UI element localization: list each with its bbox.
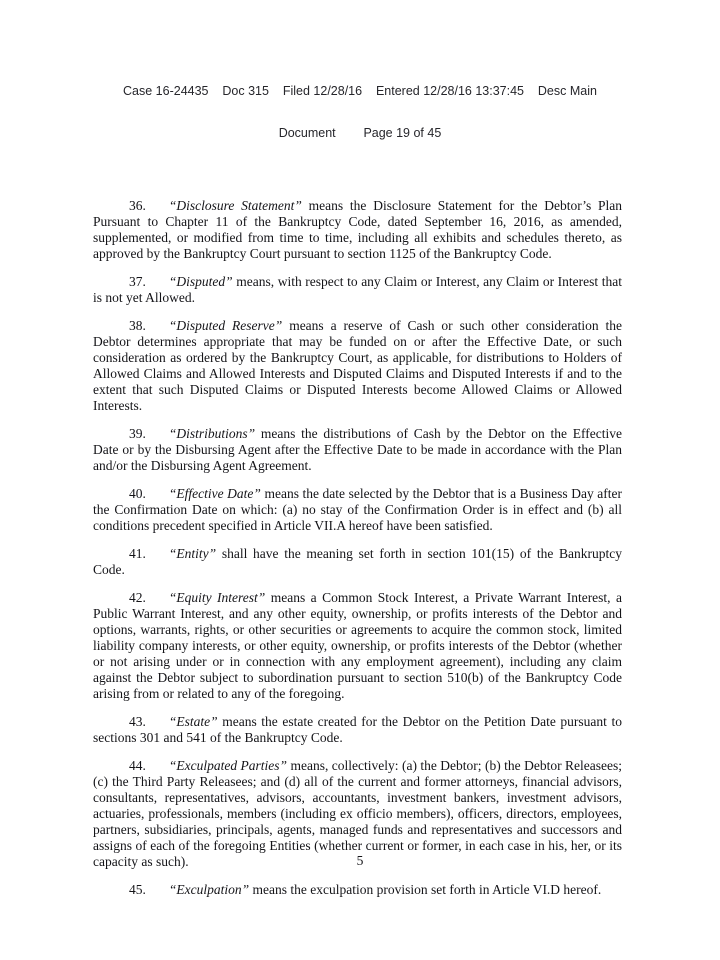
definitions-section [93, 198, 622, 898]
paragraph-number: 45. [129, 882, 146, 897]
definition-paragraph-37 [93, 274, 622, 306]
paragraph-text: shall have the meaning set forth in section 101(15) of the Bankruptcy Code. [93, 546, 622, 577]
paragraph-text: means, with respect to any Claim or Interest, any Claim or Interest that is not yet Allowed. [93, 274, 622, 305]
paragraph-number: 39. [129, 426, 146, 441]
defined-term: “Exculpated Parties” [168, 758, 288, 773]
paragraph-number: 41. [129, 546, 146, 561]
paragraph-number: 37. [129, 274, 146, 289]
paragraph-number: 40. [129, 486, 146, 501]
definition-paragraph-38 [93, 318, 622, 414]
paragraph-text: means the Disclosure Statement for the Debtor’s Plan Pursuant to Chapter 11 of the Bankruptcy Code, dated September 16, 2016, as amended, supplemented, or modified from time to time, including all exhibits and schedules thereto, as approved by the Bankruptcy Court pursuant to section 1125 of the Bankruptcy Code. [93, 198, 623, 261]
definition-paragraph-40 [93, 486, 622, 534]
definition-paragraph-39 [93, 426, 622, 474]
definition-paragraph-36 [93, 198, 622, 262]
paragraph-number: 44. [129, 758, 146, 773]
page-number: 5 [356, 853, 364, 868]
definition-paragraph-43 [93, 714, 622, 746]
defined-term: “Disputed” [168, 274, 233, 289]
defined-term: “Estate” [168, 714, 218, 729]
paragraph-text: means the distributions of Cash by the Debtor on the Effective Date or by the Disbursing Agent after the Effective Date to be made in accordance with the Plan and/or the Disbursing Agent Agreement. [93, 426, 622, 473]
defined-term: “Effective Date” [168, 486, 261, 501]
defined-term: “Equity Interest” [168, 590, 266, 605]
case-stamp-line2: Document Page 19 of 45 [278, 126, 442, 140]
paragraph-text: means the date selected by the Debtor that is a Business Day after the Confirmation Date on which: (a) no stay of the Confirmation Order is in effect and (b) all conditions precedent specified in Article VII.A hereof have been satisfied. [93, 486, 622, 533]
paragraph-text: means a reserve of Cash or such other consideration the Debtor determines appropriate that may be funded on or after the Effective Date, or such consideration as ordered by the Bankruptcy Court, as applicable, for distributions to Holders of Allowed Claims and Allowed Interests and Disputed Claims and Disputed Interests if and to the extent that such Disputed Claims or Disputed Interests become Allowed Claims or Allowed Interests. [93, 318, 623, 413]
defined-term: “Exculpation” [168, 882, 250, 897]
definition-paragraph-42 [93, 590, 622, 702]
case-stamp-header [0, 0, 720, 168]
defined-term: “Disputed Reserve” [168, 318, 283, 333]
defined-term: “Disclosure Statement” [168, 198, 302, 213]
paragraph-number: 42. [129, 590, 146, 605]
paragraph-number: 43. [129, 714, 146, 729]
paragraph-text: means the exculpation provision set forth in Article VI.D hereof. [249, 882, 602, 897]
paragraph-text: means, collectively: (a) the Debtor; (b) the Debtor Releasees; (c) the Third Party Releasees; and (d) all of the current and former attorneys, financial advisors, consultants, representatives, advisors, accountants, investment bankers, investment advisors, actuaries, professionals, members (including ex officio members), officers, directors, employees, partners, subsidiaries, principals, agents, managed funds and representatives and successors and assigns of each of the foregoing Entities (whether current or former, in each case in his, her, or its capacity as such). [93, 758, 622, 869]
paragraph-number: 38. [129, 318, 146, 333]
case-stamp-line1: Case 16-24435 Doc 315 Filed 12/28/16 Entered 12/28/16 13:37:45 Desc Main [123, 84, 597, 98]
paragraph-text: means a Common Stock Interest, a Private Warrant Interest, a Public Warrant Interest, and any other equity, ownership, or profits interests of the Debtor and options, warrants, rights, or other securities or agreements to acquire the common stock, limited liability company interests, or other equity, ownership, or profits interests of the Debtor (whether or not arising under or in connection with any employment agreement), including any claim against the Debtor subject to subordination pursuant to section 510(b) of the Bankruptcy Code arising from or related to any of the foregoing. [93, 590, 622, 701]
paragraph-number: 36. [129, 198, 146, 213]
definition-paragraph-41 [93, 546, 622, 578]
defined-term: “Entity” [168, 546, 217, 561]
definition-paragraph-45 [93, 882, 622, 898]
paragraph-text: means the estate created for the Debtor on the Petition Date pursuant to sections 301 and 541 of the Bankruptcy Code. [93, 714, 622, 745]
defined-term: “Distributions” [168, 426, 256, 441]
